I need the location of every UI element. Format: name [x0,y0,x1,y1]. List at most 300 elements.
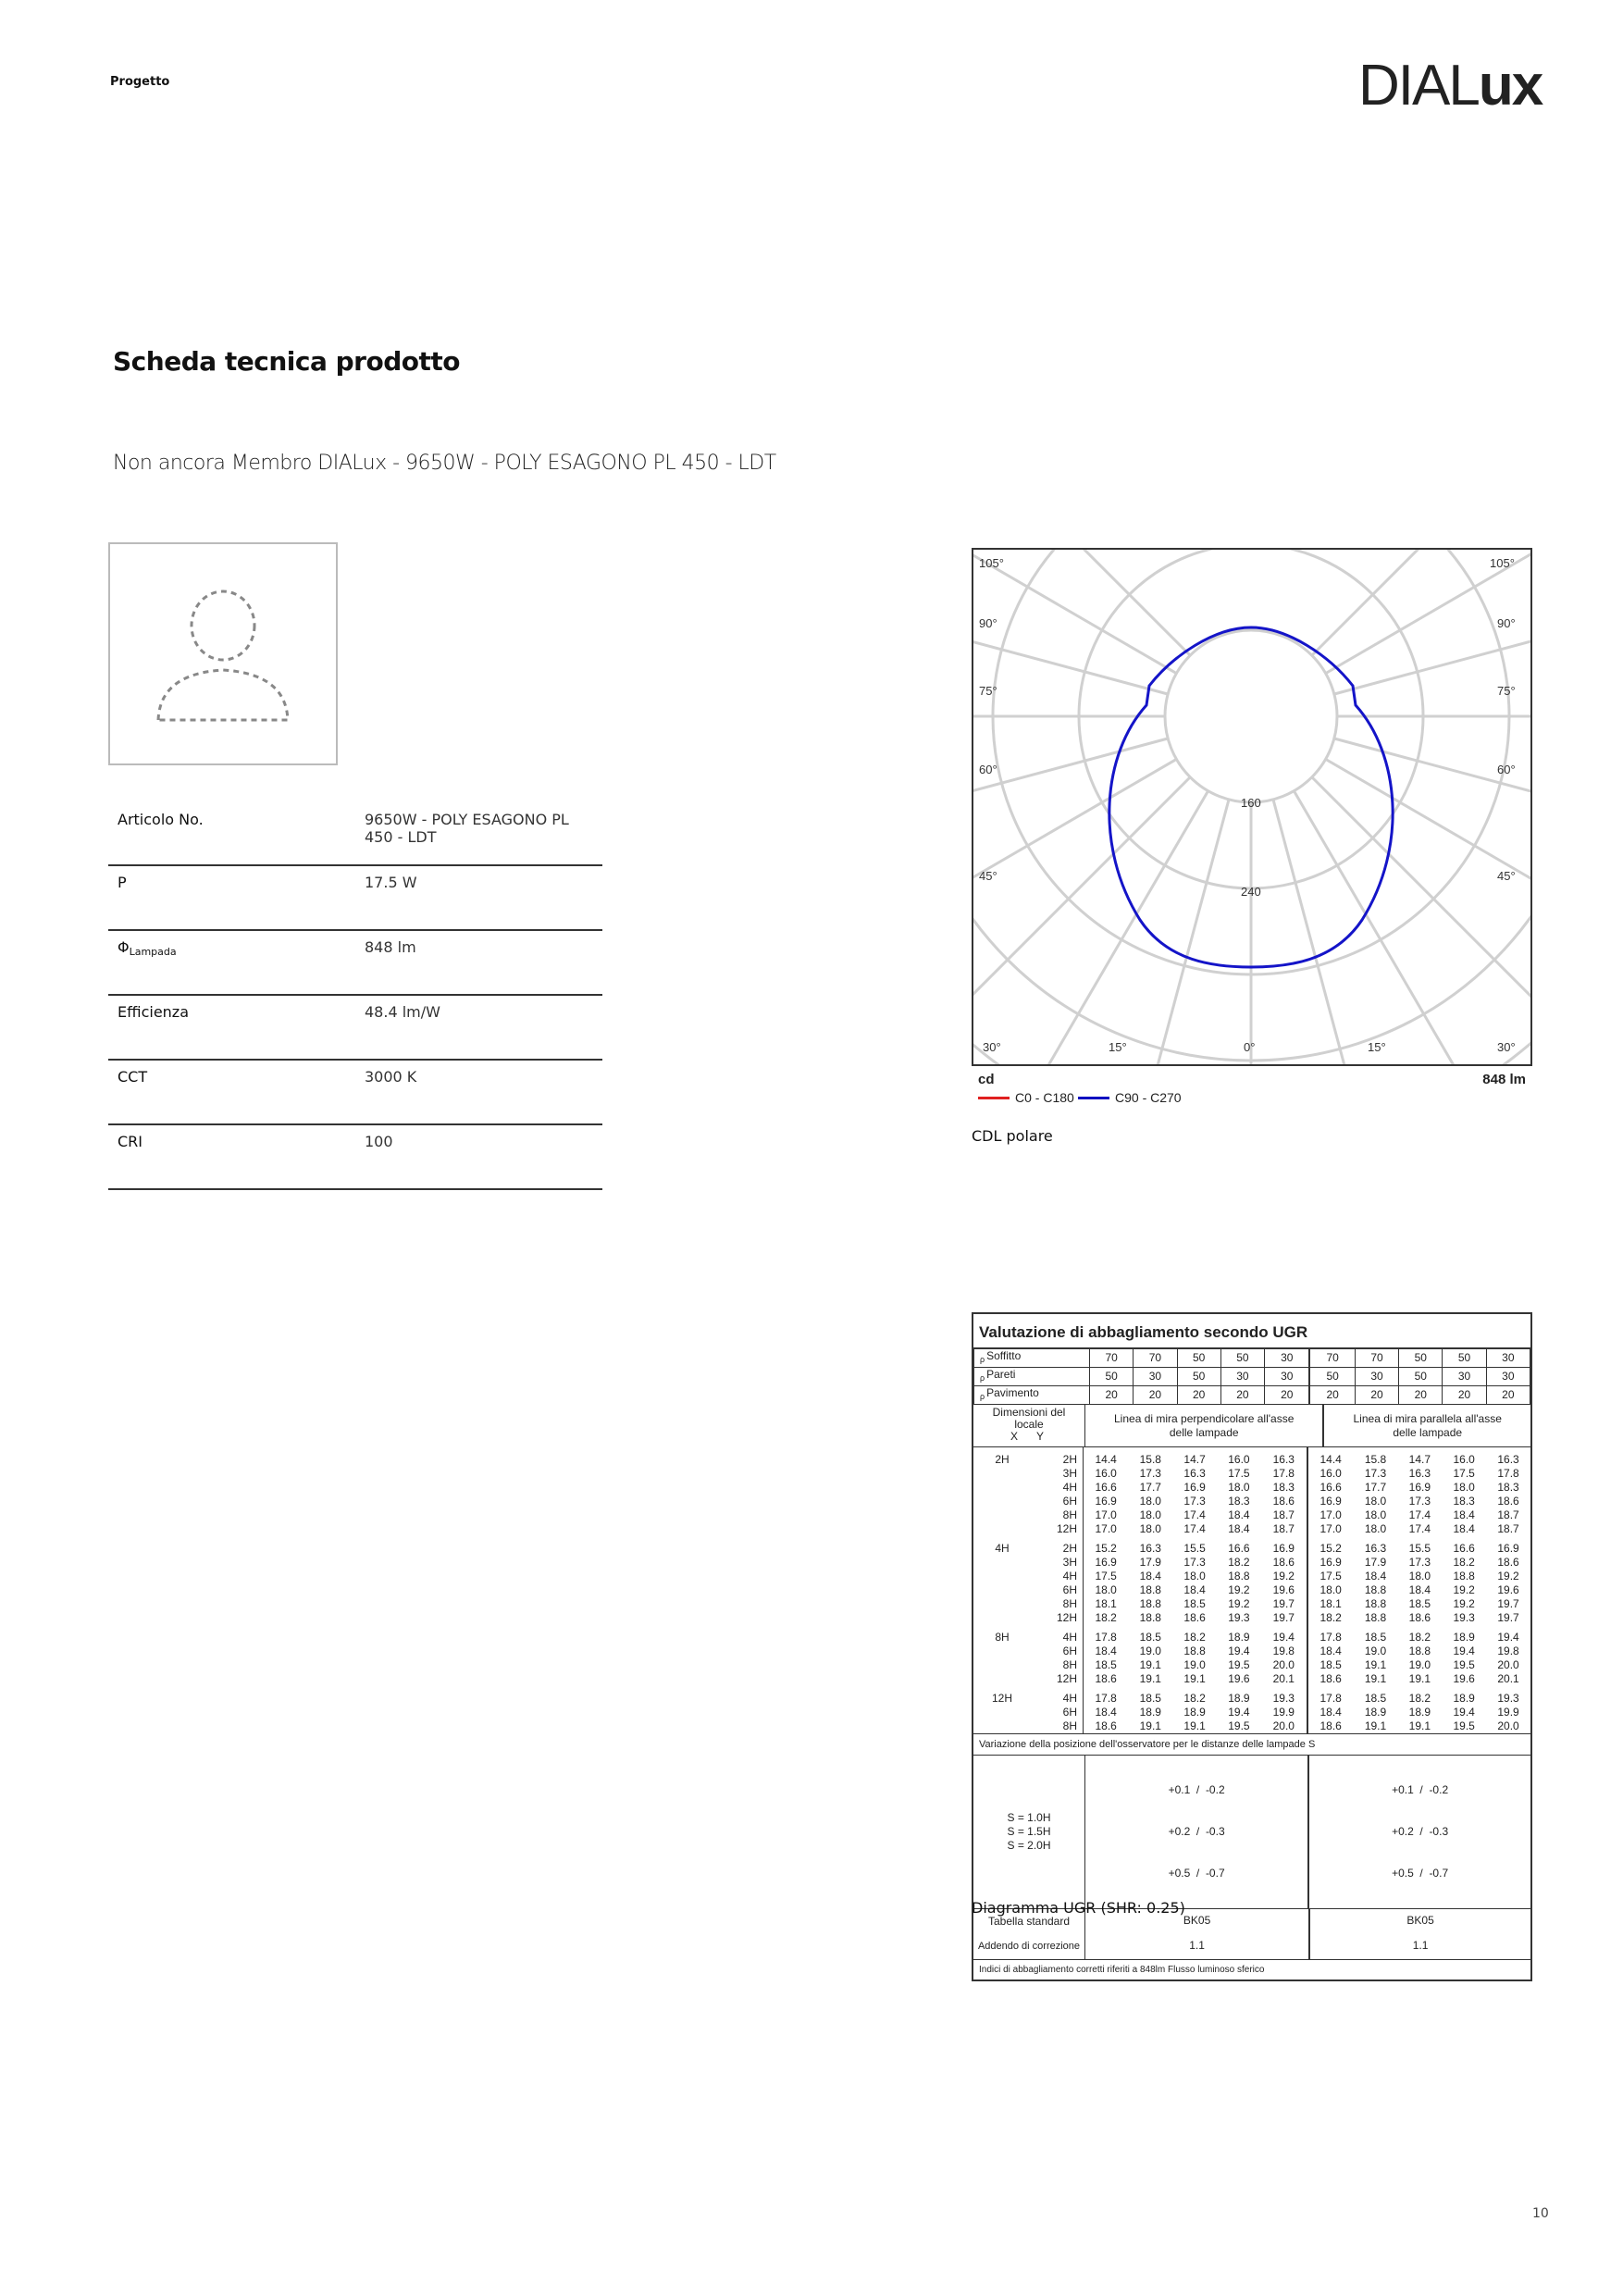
room-x [973,1570,1031,1583]
ugr-value: 18.5 [1307,1658,1354,1672]
ugr-value: 14.7 [1183,1453,1206,1466]
ugr-value: 18.2 [1408,1631,1431,1644]
ugr-value: 17.3 [1139,1467,1161,1480]
ugr-value: 17.0 [1084,1508,1129,1522]
ugr-row [973,1447,1530,1467]
reflectance-value: 50 [1309,1368,1355,1386]
ugr-value: 18.6 [1307,1672,1354,1686]
ugr-value: 15.5 [1183,1542,1206,1555]
ugr-value: 20.1 [1497,1672,1519,1685]
room-y: 8H [1062,1658,1077,1671]
ugr-value: 18.9 [1183,1706,1206,1719]
unit-label: cd [978,1072,995,1087]
ugr-value: 18.7 [1272,1522,1295,1535]
ugr-footnote: Indici di abbagliamento corretti riferiti a 848lm Flusso luminoso sferico [979,1965,1265,1975]
reflectance-value: 20 [1443,1386,1486,1405]
polar-chart-legend [978,1072,1533,1109]
ugr-value: 18.3 [1453,1495,1475,1508]
spacing-label: S = 1.0H [1007,1811,1051,1824]
spec-row [108,865,602,930]
ugr-row [973,1686,1530,1706]
ugr-value: 17.3 [1183,1556,1206,1569]
ugr-value: 19.1 [1139,1719,1161,1732]
ugr-value: 19.2 [1272,1570,1295,1582]
legend-swatch-blue [1078,1097,1109,1099]
angle-label: 60° [979,763,997,776]
rho-symbol: ρ [980,1373,985,1383]
ugr-value: 19.6 [1453,1672,1475,1685]
variation-para [1308,1756,1530,1909]
room-y: 6H [1062,1644,1077,1657]
ugr-value: 16.6 [1307,1481,1354,1495]
ugr-value: 17.3 [1183,1495,1206,1508]
rho-symbol: ρ [980,1355,985,1364]
ugr-value: 16.3 [1364,1542,1387,1555]
correction-para: 1.1 [1309,1932,1530,1960]
ugr-value: 17.3 [1408,1556,1431,1569]
angle-label: 90° [979,616,997,630]
ugr-value: 16.9 [1408,1481,1431,1494]
ugr-value: 17.8 [1497,1467,1519,1480]
ugr-value: 17.5 [1228,1467,1250,1480]
variation-value: +0.2 / -0.3 [1392,1825,1449,1838]
ring-label: 240 [1241,885,1261,899]
y-label: Y [1036,1430,1045,1443]
angle-label: 90° [1497,616,1516,630]
ugr-value: 18.4 [1307,1706,1354,1719]
room-x [973,1556,1031,1570]
standard-table-label: Tabella standard [987,1915,1071,1928]
ugr-value: 16.3 [1408,1467,1431,1480]
ugr-value: 18.9 [1228,1631,1250,1644]
room-x [973,1495,1031,1508]
ugr-value: 18.3 [1228,1495,1250,1508]
spec-value: 17.5 W [355,865,602,930]
ugr-row [973,1583,1530,1597]
legend-label: C0 - C180 [1015,1090,1074,1105]
ugr-value: 18.3 [1497,1481,1519,1494]
ugr-value: 19.7 [1497,1597,1519,1610]
ugr-value: 19.6 [1228,1672,1250,1685]
room-y: 12H [1056,1672,1077,1685]
ugr-row [973,1644,1530,1658]
ugr-value: 16.6 [1084,1481,1129,1495]
ugr-value: 19.5 [1228,1719,1250,1732]
ugr-value: 19.1 [1183,1719,1206,1732]
spec-row [108,1124,602,1189]
spec-row [108,803,602,865]
variation-value: +0.5 / -0.7 [1168,1867,1225,1880]
ugr-row [973,1556,1530,1570]
ugr-value: 18.4 [1084,1644,1129,1658]
ugr-value: 19.1 [1408,1719,1431,1732]
room-x [973,1522,1031,1536]
ugr-row [973,1467,1530,1481]
ugr-value: 19.1 [1364,1672,1387,1685]
ugr-value: 18.1 [1307,1597,1354,1611]
ugr-value: 19.2 [1453,1583,1475,1596]
ugr-value: 18.4 [1408,1583,1431,1596]
spec-value: 3000 K [355,1060,602,1124]
spacing-label: S = 1.5H [1007,1825,1051,1838]
ugr-value: 16.0 [1084,1467,1129,1481]
ugr-value: 16.6 [1228,1542,1250,1555]
variation-title: Variazione della posizione dell'osservatore per le distanze delle lampade S [973,1734,1530,1756]
room-y: 8H [1062,1597,1077,1610]
ugr-value: 18.9 [1408,1706,1431,1719]
reflectance-row [974,1386,1530,1405]
reflectance-value: 20 [1355,1386,1398,1405]
room-y: 4H [1062,1631,1077,1644]
ugr-value: 16.0 [1228,1453,1250,1466]
ugr-value: 17.5 [1453,1467,1475,1480]
room-x [973,1658,1031,1672]
ugr-value: 15.8 [1364,1453,1387,1466]
legend-label: C90 - C270 [1115,1090,1182,1105]
ugr-value: 19.5 [1228,1658,1250,1671]
logo-light-text: DIAL [1358,54,1479,118]
ugr-value: 17.8 [1084,1625,1129,1644]
ugr-value: 18.8 [1139,1597,1161,1610]
ugr-value: 17.3 [1364,1467,1387,1480]
ugr-header-table [973,1405,1530,1447]
spacing-labels [973,1756,1085,1909]
ugr-value: 18.4 [1084,1706,1129,1719]
ugr-value: 17.0 [1307,1508,1354,1522]
reflectance-value: 70 [1355,1349,1398,1368]
ugr-value: 18.6 [1272,1556,1295,1569]
ugr-value: 15.5 [1408,1542,1431,1555]
angle-label: 30° [1497,1040,1516,1054]
reflectance-value: 50 [1220,1349,1264,1368]
ugr-value: 17.4 [1408,1522,1431,1535]
room-x: 4H [995,1542,1010,1555]
ugr-row [973,1706,1530,1719]
ring-label: 160 [1241,796,1261,810]
ugr-value: 18.4 [1364,1570,1387,1582]
reflectance-value: 50 [1177,1349,1220,1368]
ugr-value: 18.8 [1453,1570,1475,1582]
ugr-value: 18.4 [1453,1522,1475,1535]
spec-row [108,995,602,1060]
ugr-value: 19.4 [1453,1706,1475,1719]
room-x [973,1644,1031,1658]
ugr-value: 18.4 [1228,1522,1250,1535]
reflectance-label [974,1368,1090,1386]
ugr-value: 18.6 [1084,1672,1129,1686]
reflectance-value: 50 [1177,1368,1220,1386]
ugr-value: 15.2 [1084,1536,1129,1556]
room-y: 4H [1062,1481,1077,1494]
correction-perp: 1.1 [1085,1932,1310,1960]
angle-label: 60° [1497,763,1516,776]
reflectance-row [974,1349,1530,1368]
ugr-value: 18.0 [1183,1570,1206,1582]
ugr-value: 18.4 [1139,1570,1161,1582]
page-title: Scheda tecnica prodotto [113,346,460,377]
room-x [973,1672,1031,1686]
x-label: X [1010,1430,1019,1443]
ugr-value: 19.2 [1228,1583,1250,1596]
ugr-value: 18.0 [1228,1481,1250,1494]
reflectance-value: 70 [1090,1349,1134,1368]
reflectance-value: 20 [1486,1386,1530,1405]
room-x: 8H [995,1631,1010,1644]
ugr-value: 16.9 [1497,1542,1519,1555]
ugr-value: 19.4 [1497,1631,1519,1644]
ugr-value: 19.1 [1364,1658,1387,1671]
ugr-value: 19.0 [1139,1644,1161,1657]
ugr-value: 18.5 [1139,1692,1161,1705]
room-x [973,1597,1031,1611]
room-y: 6H [1062,1583,1077,1596]
reflectance-value: 50 [1090,1368,1134,1386]
reflectance-name: Pareti [986,1368,1016,1381]
reflectance-value: 20 [1134,1386,1177,1405]
ugr-value: 20.0 [1497,1658,1519,1671]
room-y: 6H [1062,1706,1077,1719]
ugr-value: 18.9 [1228,1692,1250,1705]
room-y: 4H [1062,1692,1077,1705]
ugr-value: 18.7 [1497,1508,1519,1521]
ugr-value: 19.4 [1228,1644,1250,1657]
user-placeholder-icon [110,544,336,763]
xy-labels [973,1431,1084,1443]
ugr-value: 18.8 [1364,1597,1387,1610]
ugr-value: 16.3 [1497,1453,1519,1466]
ugr-value: 14.4 [1307,1447,1354,1467]
ugr-value: 19.9 [1272,1706,1295,1719]
ugr-value: 17.5 [1084,1570,1129,1583]
specs-table [108,803,602,1190]
reflectance-table [973,1348,1530,1405]
ugr-value: 19.2 [1228,1597,1250,1610]
standard-table-para: BK05 [1309,1909,1530,1932]
ugr-value: 16.9 [1307,1556,1354,1570]
ugr-value: 18.7 [1497,1522,1519,1535]
ugr-value: 18.2 [1183,1631,1206,1644]
ugr-value: 19.3 [1272,1692,1295,1705]
reflectance-value: 30 [1443,1368,1486,1386]
ugr-caption: Diagramma UGR (SHR: 0.25) [972,1899,1185,1917]
ugr-value: 18.1 [1084,1597,1129,1611]
ugr-value: 17.8 [1307,1686,1354,1706]
ugr-value: 18.3 [1272,1481,1295,1494]
room-y: 2H [1062,1542,1077,1555]
ugr-value: 16.6 [1453,1542,1475,1555]
reflectance-value: 70 [1134,1349,1177,1368]
room-y: 6H [1062,1495,1077,1508]
room-y: 12H [1056,1611,1077,1624]
reflectance-value: 30 [1265,1368,1310,1386]
room-y: 8H [1062,1719,1077,1732]
ugr-value: 18.8 [1183,1644,1206,1657]
ugr-value: 18.9 [1453,1631,1475,1644]
ugr-value: 19.8 [1272,1644,1295,1657]
ugr-value: 18.5 [1364,1692,1387,1705]
ugr-value: 18.0 [1408,1570,1431,1582]
ugr-value: 18.2 [1084,1611,1129,1625]
reflectance-value: 20 [1177,1386,1220,1405]
ugr-value: 17.7 [1364,1481,1387,1494]
ugr-value: 20.0 [1272,1719,1295,1732]
ugr-value: 17.7 [1139,1481,1161,1494]
reflectance-value: 20 [1220,1386,1264,1405]
reflectance-name: Soffitto [986,1349,1022,1362]
spec-key: CCT [108,1060,355,1124]
ugr-value: 19.1 [1183,1672,1206,1685]
ugr-value: 17.4 [1408,1508,1431,1521]
variation-value: +0.1 / -0.2 [1168,1783,1225,1796]
angle-label: 15° [1368,1040,1386,1054]
ugr-value: 16.0 [1453,1453,1475,1466]
spec-value: 48.4 lm/W [355,995,602,1060]
angle-label: 75° [1497,684,1516,698]
spec-value: 9650W - POLY ESAGONO PL 450 - LDT [355,803,602,865]
ugr-value: 17.8 [1272,1467,1295,1480]
ugr-value: 18.6 [1497,1495,1519,1508]
ugr-row [973,1481,1530,1495]
room-y: 3H [1062,1467,1077,1480]
ugr-value: 18.2 [1183,1692,1206,1705]
ugr-value: 19.6 [1272,1583,1295,1596]
ugr-value: 18.8 [1139,1583,1161,1596]
reflectance-value: 20 [1265,1386,1310,1405]
flux-label: 848 lm [1482,1072,1526,1087]
reflectance-value: 20 [1399,1386,1443,1405]
ugr-value: 19.0 [1408,1658,1431,1671]
ugr-value: 18.2 [1228,1556,1250,1569]
variation-value: +0.2 / -0.3 [1168,1825,1225,1838]
angle-label: 0° [1244,1040,1256,1054]
ugr-value: 19.3 [1453,1611,1475,1624]
reflectance-value: 30 [1265,1349,1310,1368]
room-x: 2H [995,1453,1010,1466]
ugr-value: 17.8 [1307,1625,1354,1644]
ugr-value: 16.9 [1084,1556,1129,1570]
ugr-value: 19.1 [1364,1719,1387,1732]
ugr-value: 18.5 [1084,1658,1129,1672]
spec-key: Efficienza [108,995,355,1060]
reflectance-value: 30 [1486,1368,1530,1386]
ugr-value: 17.4 [1183,1522,1206,1535]
ugr-value: 19.6 [1497,1583,1519,1596]
ugr-value: 18.0 [1139,1522,1161,1535]
room-y: 8H [1062,1508,1077,1521]
ugr-value: 18.2 [1408,1692,1431,1705]
ugr-value: 18.6 [1084,1719,1129,1734]
ugr-value: 17.9 [1139,1556,1161,1569]
ugr-value: 19.8 [1497,1644,1519,1657]
ugr-value: 18.6 [1307,1719,1354,1734]
standard-table [973,1909,1530,1960]
spec-key [108,930,355,995]
perpendicular-header: Linea di mira perpendicolare all'asse delle lampade [1085,1405,1324,1447]
ugr-value: 16.3 [1183,1467,1206,1480]
ugr-value: 17.9 [1364,1556,1387,1569]
ugr-value: 19.7 [1272,1597,1295,1610]
room-x [973,1719,1031,1734]
ugr-value: 18.8 [1364,1611,1387,1624]
reflectance-value: 70 [1309,1349,1355,1368]
ugr-row [973,1495,1530,1508]
reflectance-label [974,1386,1090,1405]
ugr-value: 18.0 [1364,1508,1387,1521]
ugr-value: 19.0 [1183,1658,1206,1671]
ugr-value: 18.6 [1272,1495,1295,1508]
ugr-value: 18.5 [1183,1597,1206,1610]
ugr-value: 18.9 [1364,1706,1387,1719]
ugr-value: 16.0 [1307,1467,1354,1481]
ugr-value: 15.2 [1307,1536,1354,1556]
ugr-row [973,1658,1530,1672]
room-y: 2H [1062,1453,1077,1466]
ugr-value: 19.2 [1497,1570,1519,1582]
angle-label: 45° [979,869,997,883]
reflectance-value: 30 [1220,1368,1264,1386]
reflectance-value: 20 [1309,1386,1355,1405]
ugr-value: 17.0 [1084,1522,1129,1536]
ugr-value: 19.1 [1139,1658,1161,1671]
legend-item-c90 [1078,1090,1182,1105]
project-label: Progetto [110,75,170,89]
ugr-value: 18.8 [1228,1570,1250,1582]
variation-perp [1085,1756,1309,1909]
ugr-value: 16.9 [1084,1495,1129,1508]
ugr-value: 19.3 [1228,1611,1250,1624]
ugr-row [973,1536,1530,1556]
ugr-value: 18.8 [1408,1644,1431,1657]
reflectance-name: Pavimento [986,1386,1039,1399]
ugr-row [973,1508,1530,1522]
ugr-row [973,1672,1530,1686]
ugr-value: 15.8 [1139,1453,1161,1466]
ugr-value: 19.4 [1228,1706,1250,1719]
ugr-value: 19.4 [1453,1644,1475,1657]
room-y: 3H [1062,1556,1077,1569]
ugr-value: 18.8 [1364,1583,1387,1596]
room-x [973,1467,1031,1481]
rho-symbol: ρ [980,1392,985,1401]
angle-label: 15° [1109,1040,1127,1054]
ugr-value: 17.5 [1307,1570,1354,1583]
product-photo-placeholder [108,542,338,765]
reflectance-value: 30 [1486,1349,1530,1368]
spec-key: Articolo No. [108,803,355,865]
reflectance-value: 30 [1355,1368,1398,1386]
polar-chart-caption: CDL polare [972,1127,1053,1145]
angle-label: 105° [1490,556,1515,570]
ugr-row [973,1611,1530,1625]
ugr-value: 18.9 [1453,1692,1475,1705]
ugr-glare-table [972,1312,1532,1981]
spec-row [108,930,602,995]
room-x [973,1508,1031,1522]
legend-swatch-red [978,1097,1010,1099]
logo-bold-text: ux [1478,54,1542,118]
ugr-value: 18.4 [1183,1583,1206,1596]
dialux-logo [1358,54,1542,118]
page-number: 10 [1532,2206,1549,2221]
ugr-title: Valutazione di abbagliamento secondo UGR [973,1314,1530,1348]
ugr-value: 18.4 [1228,1508,1250,1521]
room-x: 12H [991,1692,1012,1705]
ugr-value: 19.1 [1139,1672,1161,1685]
angle-label: 105° [979,556,1004,570]
ugr-value: 18.2 [1307,1611,1354,1625]
ugr-value: 14.4 [1084,1447,1129,1467]
reflectance-value: 50 [1443,1349,1486,1368]
